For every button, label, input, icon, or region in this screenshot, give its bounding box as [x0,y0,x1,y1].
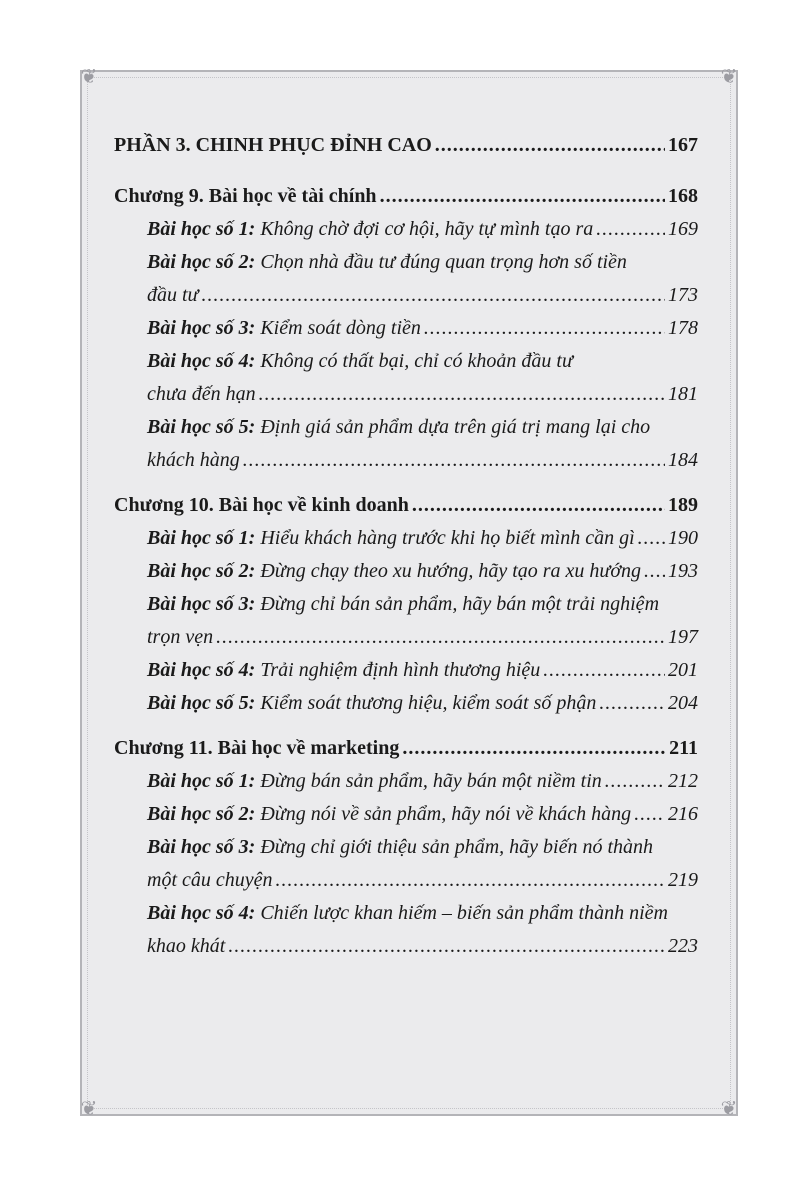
lesson-label: Bài học số 3: [147,836,256,858]
lesson-title: Chiến lược khan hiếm – biến sản phẩm thành niềm [260,902,668,924]
lesson-page: 201 [668,659,698,681]
part-entry[interactable] [114,128,698,162]
lesson-page: 178 [668,317,698,339]
lesson-title-continued: đầu tư [147,284,199,306]
lesson-entry[interactable] [114,654,698,687]
lesson-entry[interactable] [114,687,698,720]
chapter-title: Chương 11. Bài học về marketing [114,737,400,759]
dot-leader [216,621,665,654]
ornament-icon: ❦ [80,66,98,88]
lesson-entry[interactable] [114,411,698,444]
lesson-label: Bài học số 5: [147,692,256,714]
table-of-contents [114,128,698,963]
lesson-page: 216 [668,803,698,825]
dot-leader [402,732,666,765]
lesson-entry[interactable] [114,522,698,555]
lesson-label: Bài học số 1: [147,770,256,792]
dot-leader [259,378,665,411]
lesson-entry[interactable] [114,831,698,864]
lesson-title: Trải nghiệm định hình thương hiệu [260,659,541,681]
lesson-label: Bài học số 2: [147,251,256,273]
lesson-label: Bài học số 3: [147,317,256,339]
lesson-title: Đừng chỉ giới thiệu sản phẩm, hãy biến nó thành [260,836,653,858]
chapter-entry[interactable] [114,732,698,765]
dot-leader [644,555,665,588]
dot-leader [228,930,665,963]
lesson-label: Bài học số 5: [147,416,256,438]
ornament-icon: ❦ [720,66,738,88]
chapter-entry[interactable] [114,180,698,213]
dot-leader [424,312,665,345]
dot-leader [380,180,665,213]
lesson-label: Bài học số 4: [147,350,256,372]
lesson-entry[interactable] [114,246,698,279]
lesson-page: 219 [668,869,698,891]
chapter-page: 168 [668,185,698,207]
ornament-icon: ❦ [80,1098,98,1120]
lesson-entry[interactable] [114,345,698,378]
lesson-title: Đừng nói về sản phẩm, hãy nói về khách hàng [260,803,632,825]
chapter-title: Chương 10. Bài học về kinh doanh [114,494,409,516]
lesson-page: 169 [668,218,698,240]
lesson-entry[interactable] [114,897,698,930]
lesson-page: 197 [668,626,698,648]
lesson-title-continued: chưa đến hạn [147,383,256,405]
lesson-label: Bài học số 2: [147,803,256,825]
chapter-page: 189 [668,494,698,516]
lesson-title: Đừng chạy theo xu hướng, hãy tạo ra xu hướng [260,560,642,582]
lesson-title: Đừng chỉ bán sản phẩm, hãy bán một trải nghiệm [260,593,660,615]
lesson-label: Bài học số 2: [147,560,256,582]
dot-leader [543,654,665,687]
lesson-entry[interactable] [114,213,698,246]
lesson-title: Đừng bán sản phẩm, hãy bán một niềm tin [260,770,602,792]
part-title: PHẦN 3. CHINH PHỤC ĐỈNH CAO [114,134,432,156]
lesson-entry-continuation[interactable] [114,279,698,312]
dot-leader [435,128,665,162]
lesson-entry-continuation[interactable] [114,378,698,411]
dot-leader [634,798,665,831]
lesson-title: Hiểu khách hàng trước khi họ biết mình cần gì [260,527,635,549]
lesson-page: 184 [668,449,698,471]
lesson-title-continued: trọn vẹn [147,626,214,648]
lesson-title-continued: khao khát [147,935,226,957]
lesson-entry[interactable] [114,588,698,621]
lesson-page: 173 [668,284,698,306]
lesson-page: 181 [668,383,698,405]
lesson-label: Bài học số 4: [147,902,256,924]
lesson-page: 212 [668,770,698,792]
lesson-label: Bài học số 4: [147,659,256,681]
lesson-title: Định giá sản phẩm dựa trên giá trị mang lại cho [260,416,651,438]
dot-leader [599,687,665,720]
lesson-title: Kiểm soát dòng tiền [260,317,421,339]
lesson-label: Bài học số 3: [147,593,256,615]
lesson-page: 223 [668,935,698,957]
lesson-entry[interactable] [114,798,698,831]
dot-leader [243,444,665,477]
dot-leader [596,213,665,246]
lesson-label: Bài học số 1: [147,218,256,240]
part-page: 167 [668,134,698,156]
dot-leader [201,279,665,312]
dot-leader [276,864,665,897]
lesson-title: Kiểm soát thương hiệu, kiểm soát số phận [260,692,597,714]
lesson-entry[interactable] [114,555,698,588]
chapter-page: 211 [669,737,698,759]
dot-leader [638,522,665,555]
lesson-entry[interactable] [114,765,698,798]
lesson-title-continued: khách hàng [147,449,240,471]
dot-leader [605,765,665,798]
chapter-entry[interactable] [114,489,698,522]
ornament-icon: ❦ [720,1098,738,1120]
lesson-page: 193 [668,560,698,582]
lesson-page: 190 [668,527,698,549]
lesson-page: 204 [668,692,698,714]
lesson-entry-continuation[interactable] [114,444,698,477]
chapter-spacer [114,720,698,732]
lesson-title-continued: một câu chuyện [147,869,273,891]
lesson-title: Chọn nhà đầu tư đúng quan trọng hơn số tiền [260,251,627,273]
lesson-title: Không có thất bại, chỉ có khoản đầu tư [260,350,573,372]
lesson-entry-continuation[interactable] [114,621,698,654]
dot-leader [412,489,665,522]
lesson-label: Bài học số 1: [147,527,256,549]
lesson-entry-continuation[interactable] [114,930,698,963]
chapter-title: Chương 9. Bài học về tài chính [114,185,377,207]
lesson-title: Không chờ đợi cơ hội, hãy tự mình tạo ra [260,218,594,240]
lesson-entry-continuation[interactable] [114,864,698,897]
lesson-entry[interactable] [114,312,698,345]
chapter-spacer [114,477,698,489]
